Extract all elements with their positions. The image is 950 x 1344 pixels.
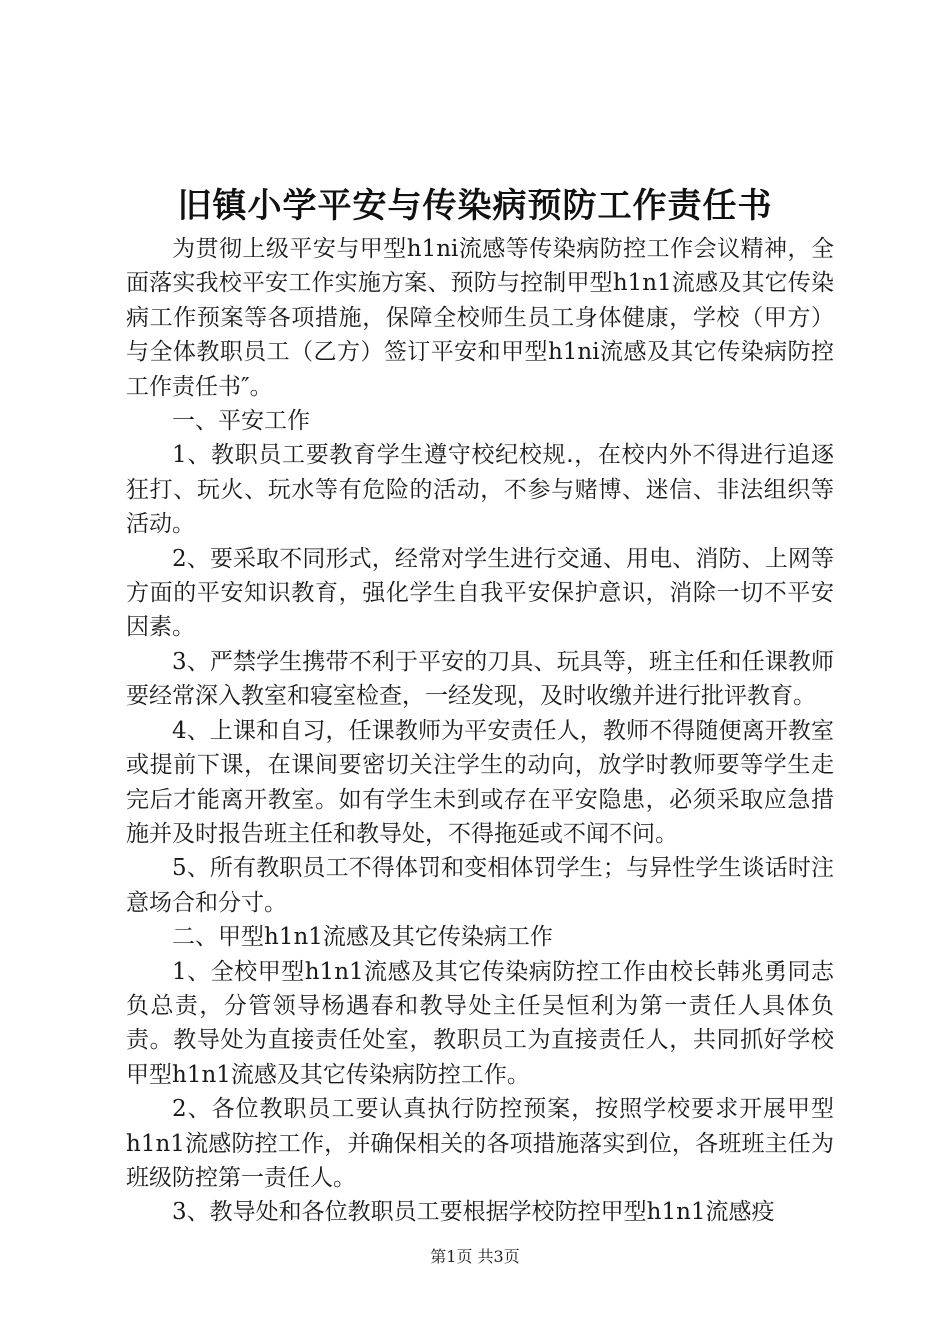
paragraph-safety-5: 5、所有教职员工不得体罚和变相体罚学生；与异性学生谈话时注意场合和分寸。 [126, 855, 834, 916]
paragraph-safety-4: 4、上课和自习，任课教师为平安责任人，教师不得随便离开教室或提前下课，在课间要密切关注学生的动向，放学时教师要等学生走完后才能离开教室。如有学生未到或存在平安隐患，必须采取应急措施并及时报告班主任和教导处，不得拖延或不闻不问。 [126, 717, 834, 847]
paragraph-disease-1: 1、全校甲型h1n1流感及其它传染病防控工作由校长韩兆勇同志负总责，分管领导杨遇春和教导处主任吴恒利为第一责任人具体负责。教导处为直接责任处室，教职员工为直接责任人，共同抓好学校甲型h1n1流感及其它传染病防控工作。 [126, 958, 834, 1088]
paragraph-safety-1: 1、教职员工要教育学生遵守校纪校规.，在校内外不得进行追逐狂打、玩火、玩水等有危险的活动，不参与赌博、迷信、非法组织等活动。 [126, 442, 834, 538]
paragraph-safety-3: 3、严禁学生携带不利于平安的刀具、玩具等，班主任和任课教师要经常深入教室和寝室检查，一经发现，及时收缴并进行批评教育。 [126, 648, 834, 710]
paragraph-disease-3: 3、教导处和各位教职员工要根据学校防控甲型h1n1流感疫 [172, 1199, 775, 1226]
paragraph-disease-2: 2、各位教职员工要认真执行防控预案，按照学校要求开展甲型h1n1流感防控工作，并确保相关的各项措施落实到位，各班班主任为班级防控第一责任人。 [126, 1096, 834, 1191]
paragraph-intro: 为贯彻上级平安与甲型h1ni流感等传染病防控工作会议精神，全面落实我校平安工作实施方案、预防与控制甲型h1n1流感及其它传染病工作预案等各项措施，保障全校师生员工身体健康，学校（甲方）与全体教职员工（乙方）签订平安和甲型h1ni流感及其它传染病防控工作责任书″。 [126, 236, 834, 400]
paragraph-safety-2: 2、要采取不同形式，经常对学生进行交通、用电、消防、上网等方面的平安知识教育，强化学生自我平安保护意识，消除一切不平安因素。 [126, 545, 834, 641]
section-heading-disease: 二、甲型h1n1流感及其它传染病工作 [172, 924, 553, 951]
page-footer: 第1页 共3页 [430, 1247, 520, 1266]
document-body [126, 232, 834, 1230]
document-title: 旧镇小学平安与传染病预防工作责任书 [177, 186, 773, 226]
section-heading-safety: 一、平安工作 [172, 408, 310, 435]
